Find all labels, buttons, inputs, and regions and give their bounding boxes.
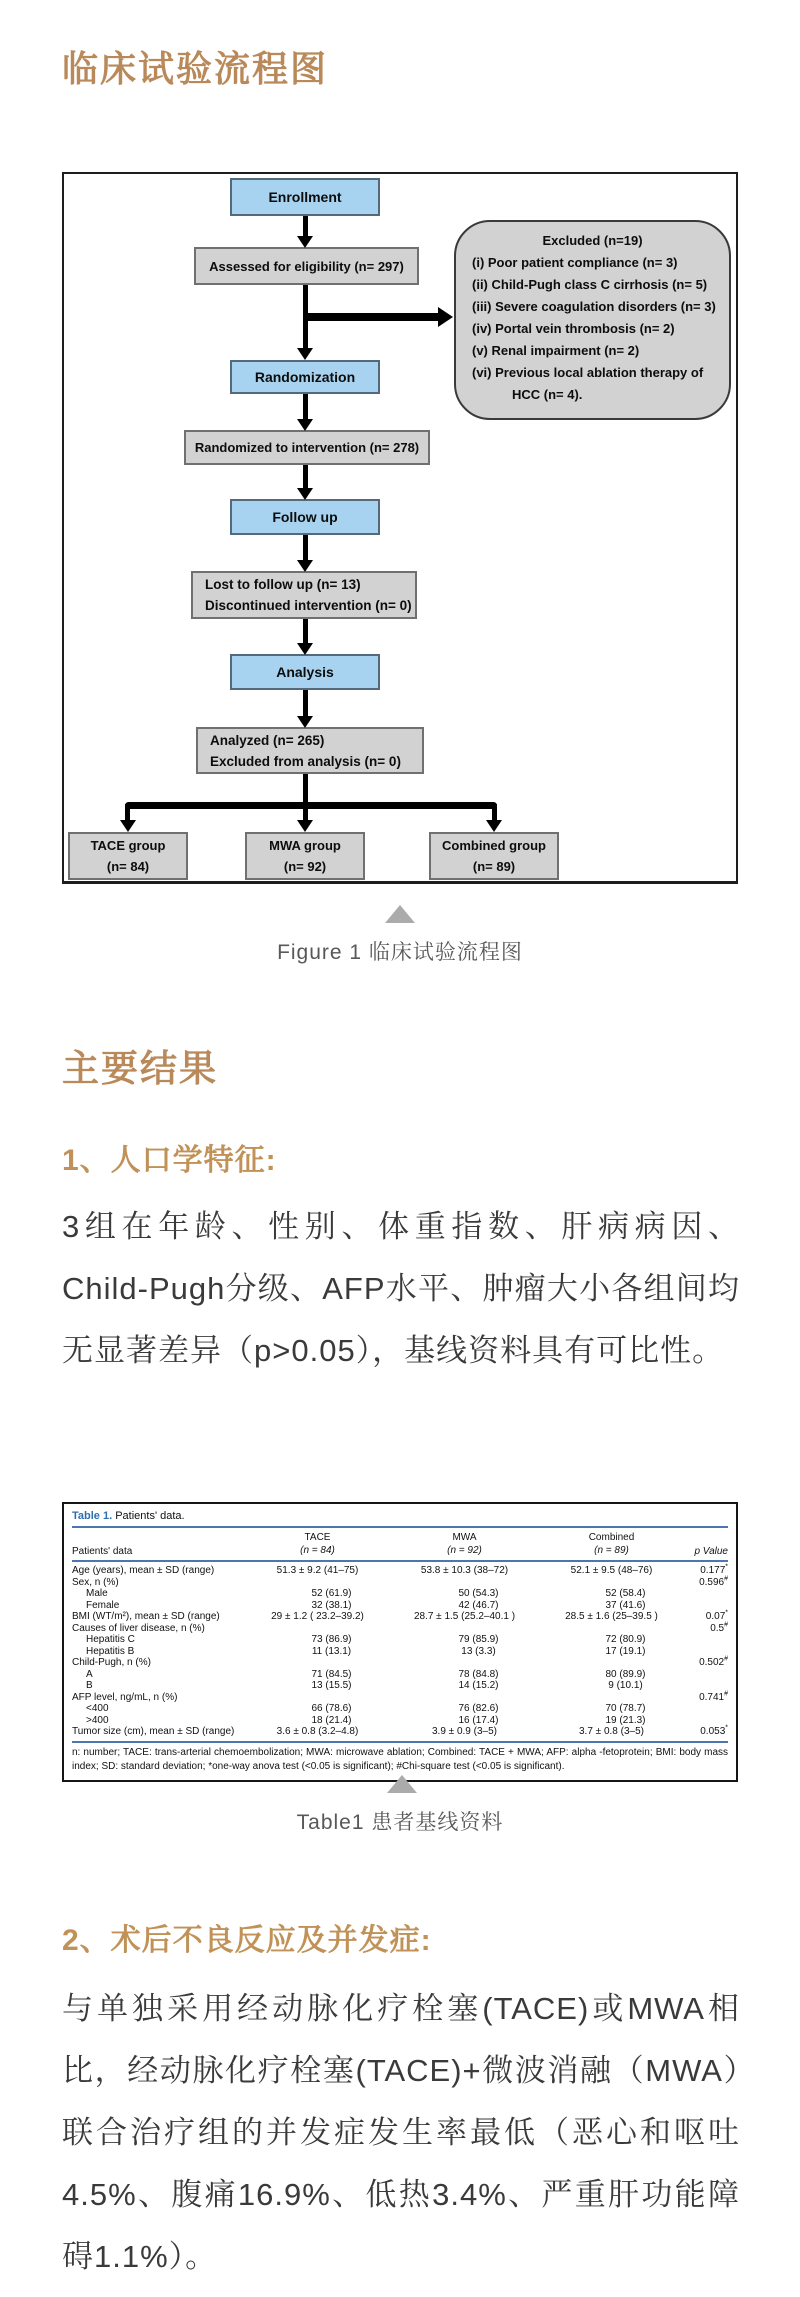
flow-box-lost: Lost to follow up (n= 13) Discontinued intervention (n= 0) [191, 571, 417, 619]
table-row [72, 1588, 728, 1600]
table-cell: >400 [86, 1714, 109, 1726]
table-rule-top [72, 1526, 728, 1528]
subsection-heading-demographics: 1、人口学特征: [62, 1144, 277, 1177]
table-row [72, 1680, 728, 1692]
arrow-randomized-followup [303, 465, 308, 489]
arrowhead-icon [297, 560, 313, 572]
arrowhead-icon [486, 820, 502, 832]
table-cell: 14 (15.2) [458, 1680, 499, 1691]
table-footnote: n: number; TACE: trans-arterial chemoembolization; MWA: microwave ablation; Combined: TACE + MWA; AFP: alpha -fetoprotein; BMI: body mass index; SD: standard deviation; *one-way anova test (<0.05 is significant); #Chi-square test (<0.05 is significant). [72, 1746, 728, 1772]
table-cell [538, 1657, 685, 1669]
table-cell: 3.7 ± 0.8 (3–5) [579, 1726, 644, 1737]
arrow-followup-lost [303, 535, 308, 561]
table-header-row [72, 1531, 728, 1557]
arrow-branch-combined [492, 804, 497, 821]
table-row [72, 1646, 728, 1658]
table-cell: 11 (13.1) [311, 1645, 352, 1657]
table-row [72, 1715, 728, 1727]
table-cell: 52.1 ± 9.5 (48–76) [570, 1565, 653, 1576]
table-row [72, 1692, 728, 1704]
table-cell [391, 1657, 538, 1669]
table-header-cell: Patients' data [72, 1545, 133, 1557]
table-cell: 52 (58.4) [605, 1588, 646, 1599]
table-header-cell: TACE (n = 84) [300, 1532, 335, 1556]
table-cell: Male [86, 1588, 108, 1599]
table-cell: 52 (61.9) [311, 1588, 352, 1599]
table-row [72, 1726, 728, 1738]
table-cell [244, 1657, 391, 1669]
table-header-cell: p Value [694, 1545, 728, 1557]
table-row [72, 1577, 728, 1589]
paragraph-demographics: 3组在年龄、性别、体重指数、肝病病因、Child-Pugh分级、AFP水平、肿瘤大小各组间均无显著差异（p>0.05），基线资料具有可比性。 [62, 1209, 740, 1368]
table-cell: 0.053* [700, 1724, 728, 1737]
table-number-label: Table 1. [72, 1510, 113, 1522]
arrowhead-icon [297, 488, 313, 500]
arrow-analysis-analyzed [303, 690, 308, 717]
arrowhead-icon [120, 820, 136, 832]
flow-box-assessed: Assessed for eligibility (n= 297) [194, 247, 419, 285]
patients-data-table [62, 1502, 738, 1782]
table-cell [538, 1623, 685, 1635]
table-cell [699, 1600, 728, 1612]
arrow-enrollment-assessed [303, 216, 308, 237]
arrow-analyzed-branch [303, 774, 308, 804]
table-cell [699, 1669, 728, 1681]
table-cell: Sex, n (%) [72, 1576, 119, 1588]
table-row [72, 1703, 728, 1715]
table-cell [699, 1703, 728, 1715]
flow-box-randomization: Randomization [230, 360, 380, 394]
table-row [72, 1611, 728, 1623]
arrowhead-icon [297, 820, 313, 832]
table-cell: Hepatitis C [86, 1634, 135, 1645]
page-title: 临床试验流程图 [62, 48, 329, 90]
flowchart-figure [62, 172, 738, 884]
table-cell: 17 (19.1) [605, 1645, 646, 1657]
table-cell [391, 1623, 538, 1635]
table-row [72, 1657, 728, 1669]
section-heading-main-results: 主要结果 [62, 1046, 218, 1090]
table-cell: 28.5 ± 1.6 (25–39.5 ) [565, 1611, 658, 1622]
arrow-to-excluded [305, 313, 439, 321]
table-cell: A [86, 1668, 93, 1680]
table-title-text: Patients' data. [115, 1510, 185, 1522]
table-cell: 73 (86.9) [311, 1634, 352, 1645]
table-cell [391, 1577, 538, 1589]
table-cell: 0.177* [700, 1563, 728, 1576]
table-cell [538, 1692, 685, 1704]
table-cell: Female [86, 1599, 120, 1611]
arrowhead-icon [297, 716, 313, 728]
table-cell [391, 1692, 538, 1704]
flow-box-analyzed: Analyzed (n= 265) Excluded from analysis (n= 0) [196, 727, 424, 774]
table-cell: Hepatitis B [86, 1645, 135, 1657]
table-cell: B [86, 1680, 93, 1691]
table-row [72, 1623, 728, 1635]
table-cell: 3.9 ± 0.9 (3–5) [432, 1726, 497, 1737]
table-cell: 0.5# [710, 1621, 728, 1634]
flow-box-randomized: Randomized to intervention (n= 278) [184, 430, 430, 465]
table-caption: Table1 患者基线资料 [296, 1811, 504, 1834]
table-cell: Age (years), mean ± SD (range) [72, 1565, 215, 1576]
table-rule-header [72, 1560, 728, 1562]
table-cell: 29 ± 1.2 ( 23.2–39.2) [271, 1611, 364, 1622]
collapse-triangle-icon [387, 1775, 417, 1793]
flow-box-combined-group: Combined group (n= 89) [429, 832, 559, 880]
table-row [72, 1565, 728, 1577]
table-cell: 79 (85.9) [458, 1634, 499, 1645]
table-cell: 0.741# [699, 1690, 728, 1703]
table-cell [244, 1577, 391, 1589]
arrow-lost-analysis [303, 619, 308, 644]
arrowhead-icon [297, 419, 313, 431]
table-cell: 71 (84.5) [311, 1668, 352, 1680]
arrowhead-icon [297, 236, 313, 248]
branch-bar [125, 802, 497, 809]
table-cell: 13 (15.5) [311, 1680, 352, 1691]
table-cell [699, 1634, 728, 1646]
table-cell: 78 (84.8) [458, 1668, 499, 1680]
table-header-cell: MWA (n = 92) [447, 1532, 482, 1556]
table-cell: 0.596# [699, 1575, 728, 1588]
flow-box-excluded: Excluded (n=19) (i) Poor patient compliance (n= 3) (ii) Child-Pugh class C cirrhosis (n= 5) (iii) Severe coagulation disorders (n= 3) (iv) Portal vein thrombosis (n= 2) (v) Renal impairment (n= 2) (vi) Previous local ablation therapy of HCC (n= 4). [454, 220, 731, 420]
figure-caption: Figure 1 临床试验流程图 [277, 941, 523, 964]
table-cell: Tumor size (cm), mean ± SD (range) [72, 1726, 235, 1737]
table-cell: 18 (21.4) [311, 1714, 352, 1726]
table-cell: AFP level, ng/mL, n (%) [72, 1691, 178, 1703]
table-header-cell: Combined (n = 89) [588, 1532, 635, 1556]
table-cell [699, 1715, 728, 1727]
table-title [72, 1509, 728, 1523]
table-cell: 80 (89.9) [605, 1668, 646, 1680]
flow-box-tace-group: TACE group (n= 84) [68, 832, 188, 880]
flow-box-followup: Follow up [230, 499, 380, 535]
table-cell [244, 1692, 391, 1704]
arrow-randomization-randomized [303, 394, 308, 420]
table-cell: 9 (10.1) [608, 1680, 643, 1691]
paragraph-adverse-events: 与单独采用经动脉化疗栓塞(TACE)或MWA相比，经动脉化疗栓塞(TACE)+微波消融（MWA）联合治疗组的并发症发生率最低（恶心和呕吐4.5%、腹痛16.9%、低热3.4%、严重肝功能障碍1.1%）。 [62, 1991, 740, 2274]
table-cell: 0.07* [705, 1609, 728, 1622]
table-cell: 42 (46.7) [458, 1599, 499, 1611]
table-cell: 3.6 ± 0.8 (3.2–4.8) [276, 1726, 359, 1737]
subsection-heading-adverse-events: 2、术后不良反应及并发症: [62, 1924, 432, 1957]
table-cell: BMI (WT/m²), mean ± SD (range) [72, 1611, 220, 1622]
table-rule-bottom [72, 1741, 728, 1743]
table-cell: 51.3 ± 9.2 (41–75) [276, 1565, 359, 1576]
table-row [72, 1669, 728, 1681]
table-cell: 50 (54.3) [458, 1588, 499, 1599]
arrowhead-icon [297, 348, 313, 360]
collapse-triangle-icon [385, 905, 415, 923]
table-cell: 72 (80.9) [605, 1634, 646, 1645]
table-cell: Child-Pugh, n (%) [72, 1657, 151, 1668]
table-cell: Causes of liver disease, n (%) [72, 1622, 205, 1634]
table-cell: 76 (82.6) [458, 1703, 499, 1714]
table-cell: 19 (21.3) [605, 1714, 646, 1726]
table-cell: 37 (41.6) [605, 1599, 646, 1611]
table-cell: 53.8 ± 10.3 (38–72) [420, 1565, 509, 1576]
table-cell: 32 (38.1) [311, 1599, 352, 1611]
flow-box-mwa-group: MWA group (n= 92) [245, 832, 365, 880]
table-cell: 66 (78.6) [311, 1703, 352, 1714]
table-cell: <400 [86, 1703, 109, 1714]
table-cell: 70 (78.7) [605, 1703, 646, 1714]
table-cell: 16 (17.4) [458, 1714, 499, 1726]
flow-box-enrollment: Enrollment [230, 178, 380, 216]
table-cell [244, 1623, 391, 1635]
arrowhead-icon [297, 643, 313, 655]
table-cell: 0.502# [699, 1655, 728, 1668]
table-row [72, 1634, 728, 1646]
table-cell [538, 1577, 685, 1589]
flow-box-analysis: Analysis [230, 654, 380, 690]
table-cell: 28.7 ± 1.5 (25.2–40.1 ) [413, 1611, 516, 1622]
table-cell [699, 1588, 728, 1600]
table-cell: 13 (3.3) [461, 1645, 496, 1657]
table-row [72, 1600, 728, 1612]
arrowhead-icon [438, 307, 453, 327]
arrow-branch-tace [125, 804, 130, 821]
arrow-branch-mwa [303, 804, 308, 821]
